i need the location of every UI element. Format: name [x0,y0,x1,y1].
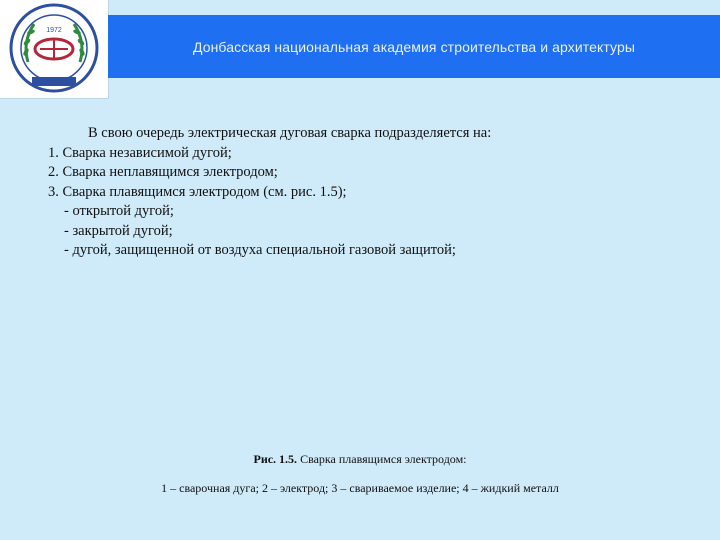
caption-text: Сварка плавящимся электродом: [300,452,467,466]
figure-caption [0,452,720,467]
list-item: 1. Сварка независимой дугой; [48,144,232,161]
sub-list-item: - закрытой дугой; [64,222,173,239]
logo-year: 1972 [46,27,62,34]
sub-list-item: - открытой дугой; [64,203,174,219]
header-bar [108,15,720,78]
sub-list-item: - дугой, защищенной от воздуха специальной газовой защитой; [64,242,456,258]
page-title: Донбасская национальная академия строительства и архитектуры [192,38,636,55]
list-item: 2. Сварка неплавящимся электродом; [48,164,278,180]
figure-legend: 1 – сварочная дуга; 2 – электрод; 3 – свариваемое изделие; 4 – жидкий металл [161,481,559,495]
intro-line: В свою очередь электрическая дуговая сварка подразделяется на: [88,125,492,141]
body-text [48,124,688,261]
caption-label: Рис. 1.5. [253,452,298,466]
list-item: 3. Сварка плавящимся электродом (см. рис. 1.5); [48,183,347,200]
logo-panel [0,0,109,99]
academy-emblem-icon [4,2,104,96]
